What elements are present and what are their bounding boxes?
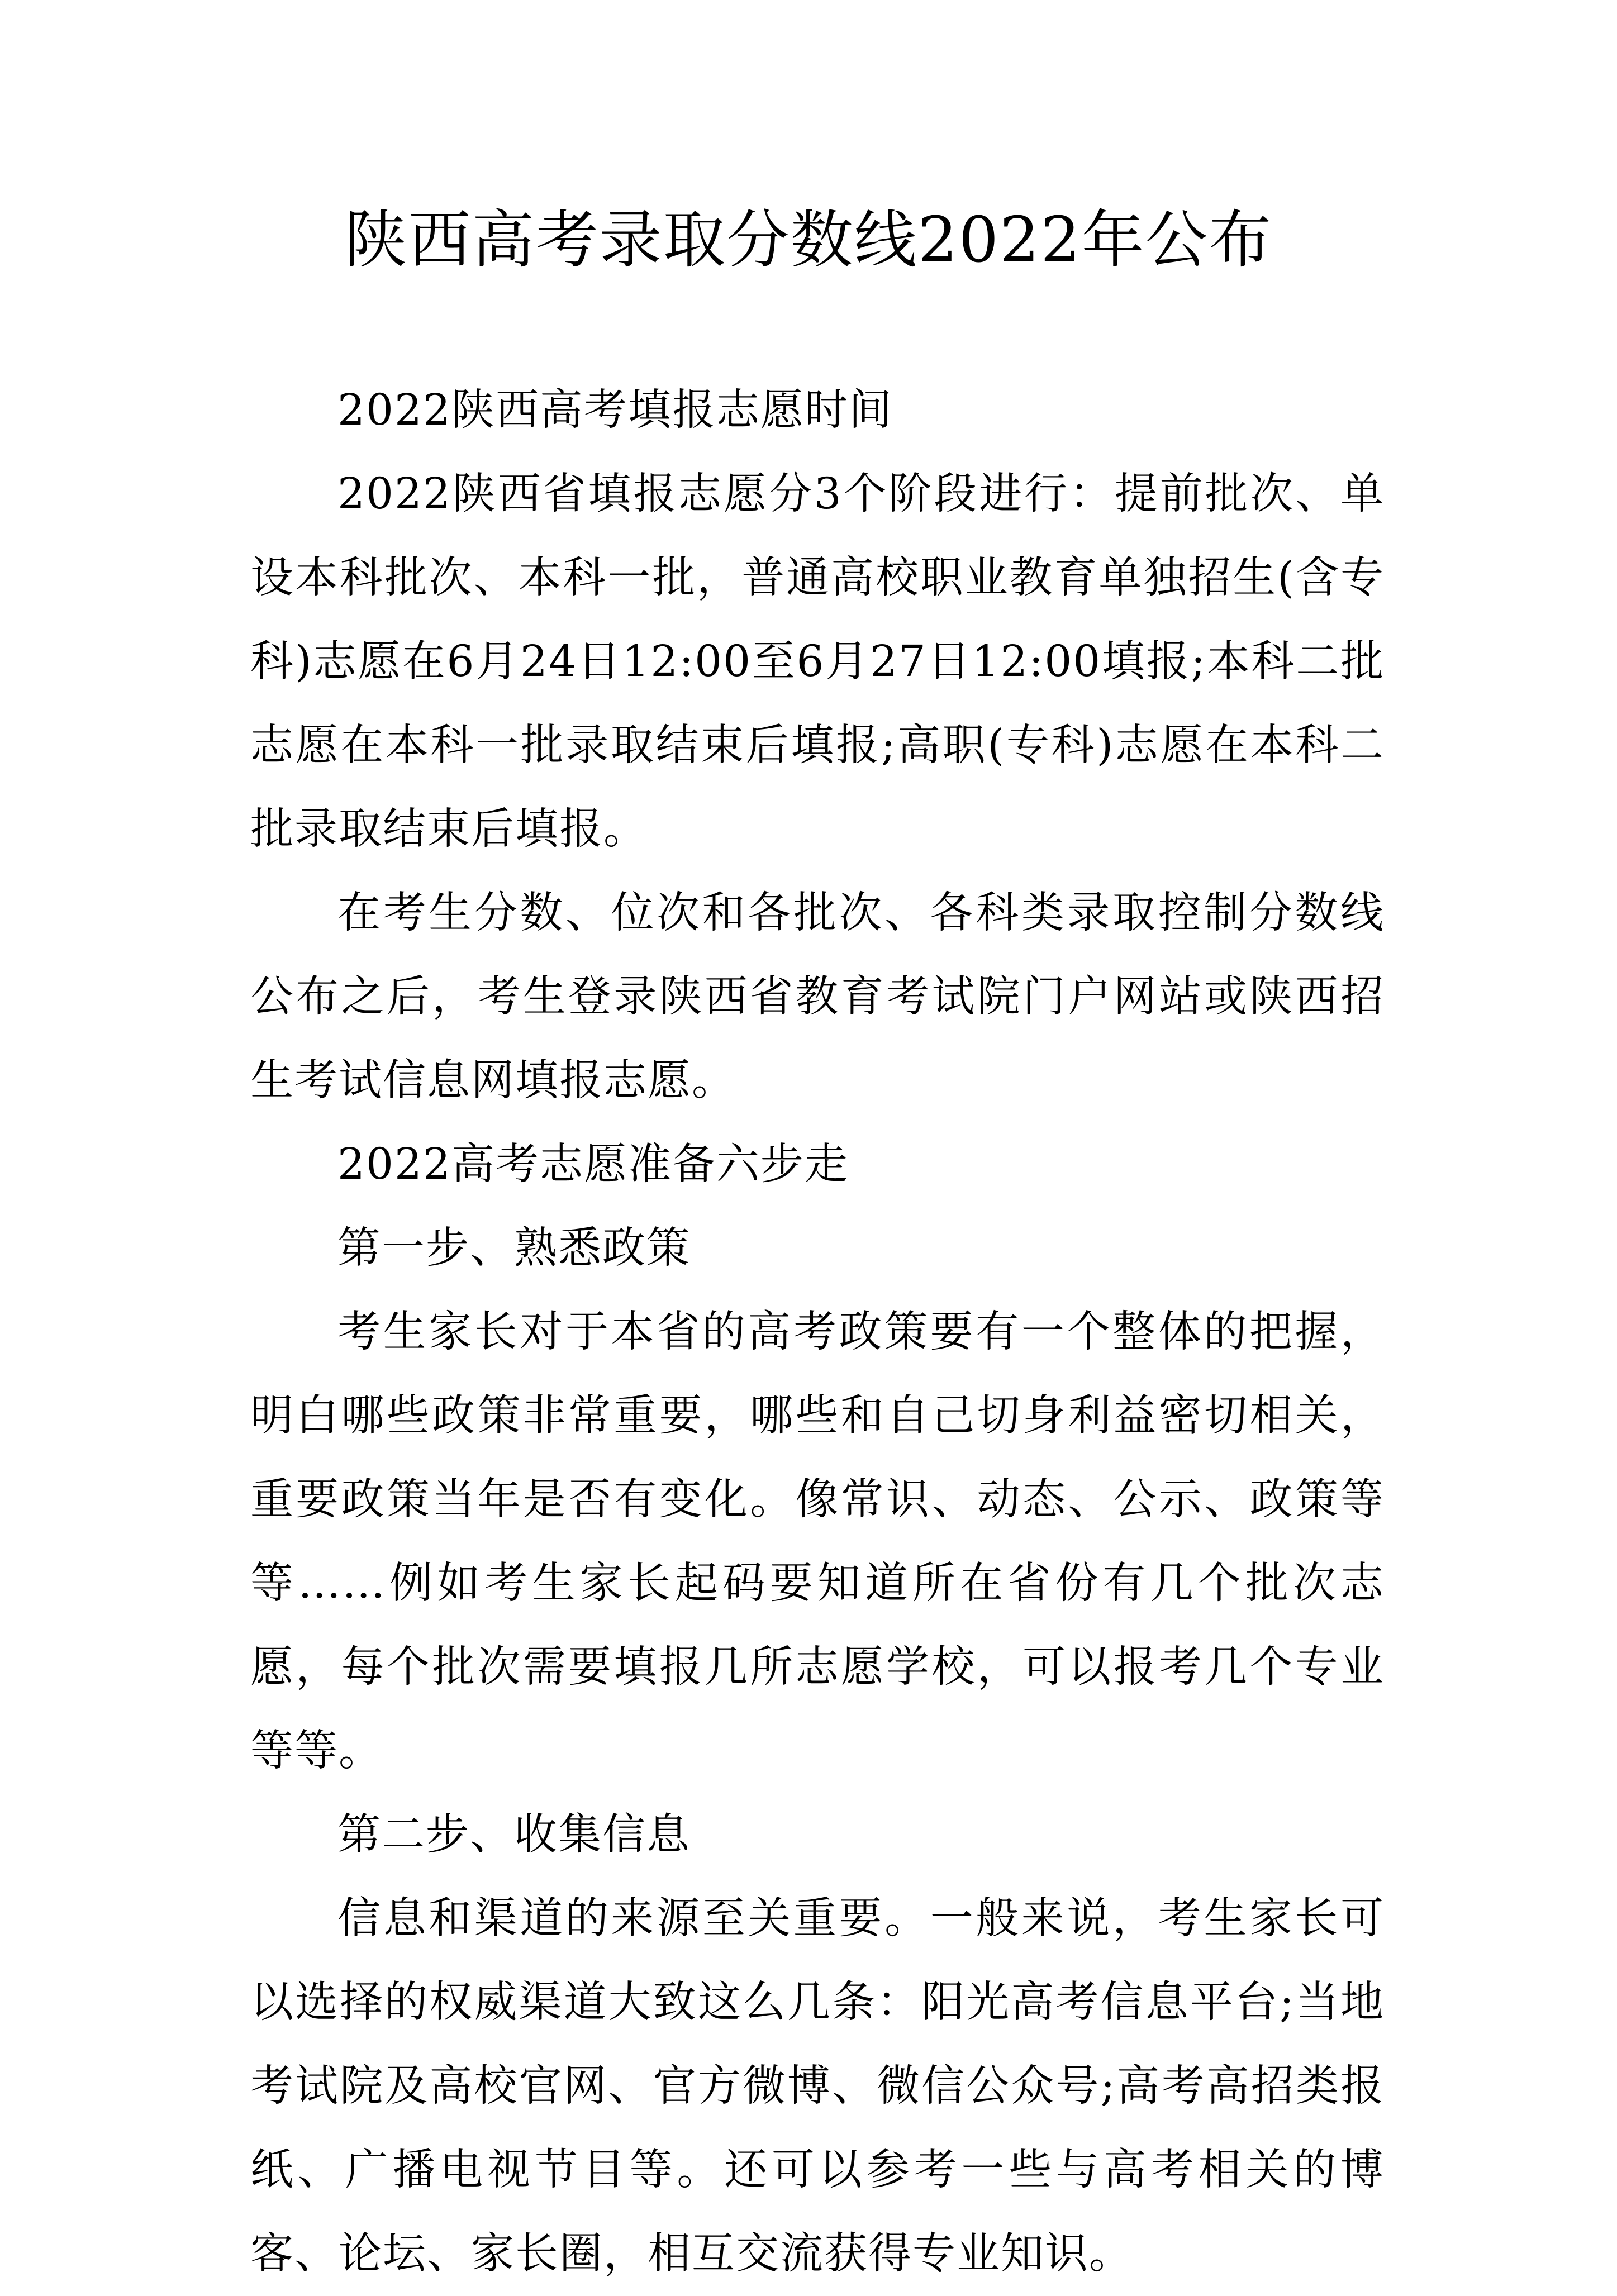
document-title: 陕西高考录取分数线2022年公布 (344, 204, 1273, 277)
paragraph-fill-time-heading: 2022陕西高考填报志愿时间 (337, 385, 893, 435)
paragraph-fill-website: 在考生分数、位次和各批次、各科类录取控制分数线公布之后，考生登录陕西省教育考试院门户网站或陕西招生考试信息网填报志愿。 (250, 888, 1385, 1106)
paragraph-step-one-body: 考生家长对于本省的高考政策要有一个整体的把握，明白哪些政策非常重要，哪些和自己切身利益密切相关，重要政策当年是否有变化。像常识、动态、公示、政策等等……例如考生家长起码要知道所在省份有几个批次志愿，每个批次需要填报几所志愿学校，可以报考几个专业等等。 (250, 1307, 1385, 1776)
paragraph-step-one-heading: 第一步、熟悉政策 (337, 1223, 691, 1273)
paragraph-fill-stages: 2022陕西省填报志愿分3个阶段进行：提前批次、单设本科批次、本科一批，普通高校职业教育单独招生(含专科)志愿在6月24日12:00至6月27日12:00填报;本科二批志愿在本科一批录取结束后填报;高职(专科)志愿在本科二批录取结束后填报。 (250, 469, 1385, 854)
document-body (250, 369, 1385, 2296)
paragraph-six-steps-heading: 2022高考志愿准备六步走 (337, 1140, 849, 1189)
paragraph-step-two-heading: 第二步、收集信息 (337, 1810, 691, 1860)
paragraph-step-two-body: 信息和渠道的来源至关重要。一般来说，考生家长可以选择的权威渠道大致这么几条：阳光高考信息平台;当地考试院及高校官网、官方微博、微信公众号;高考高招类报纸、广播电视节目等。还可以参考一些与高考相关的博客、论坛、家长圈，相互交流获得专业知识。 (250, 1894, 1385, 2279)
